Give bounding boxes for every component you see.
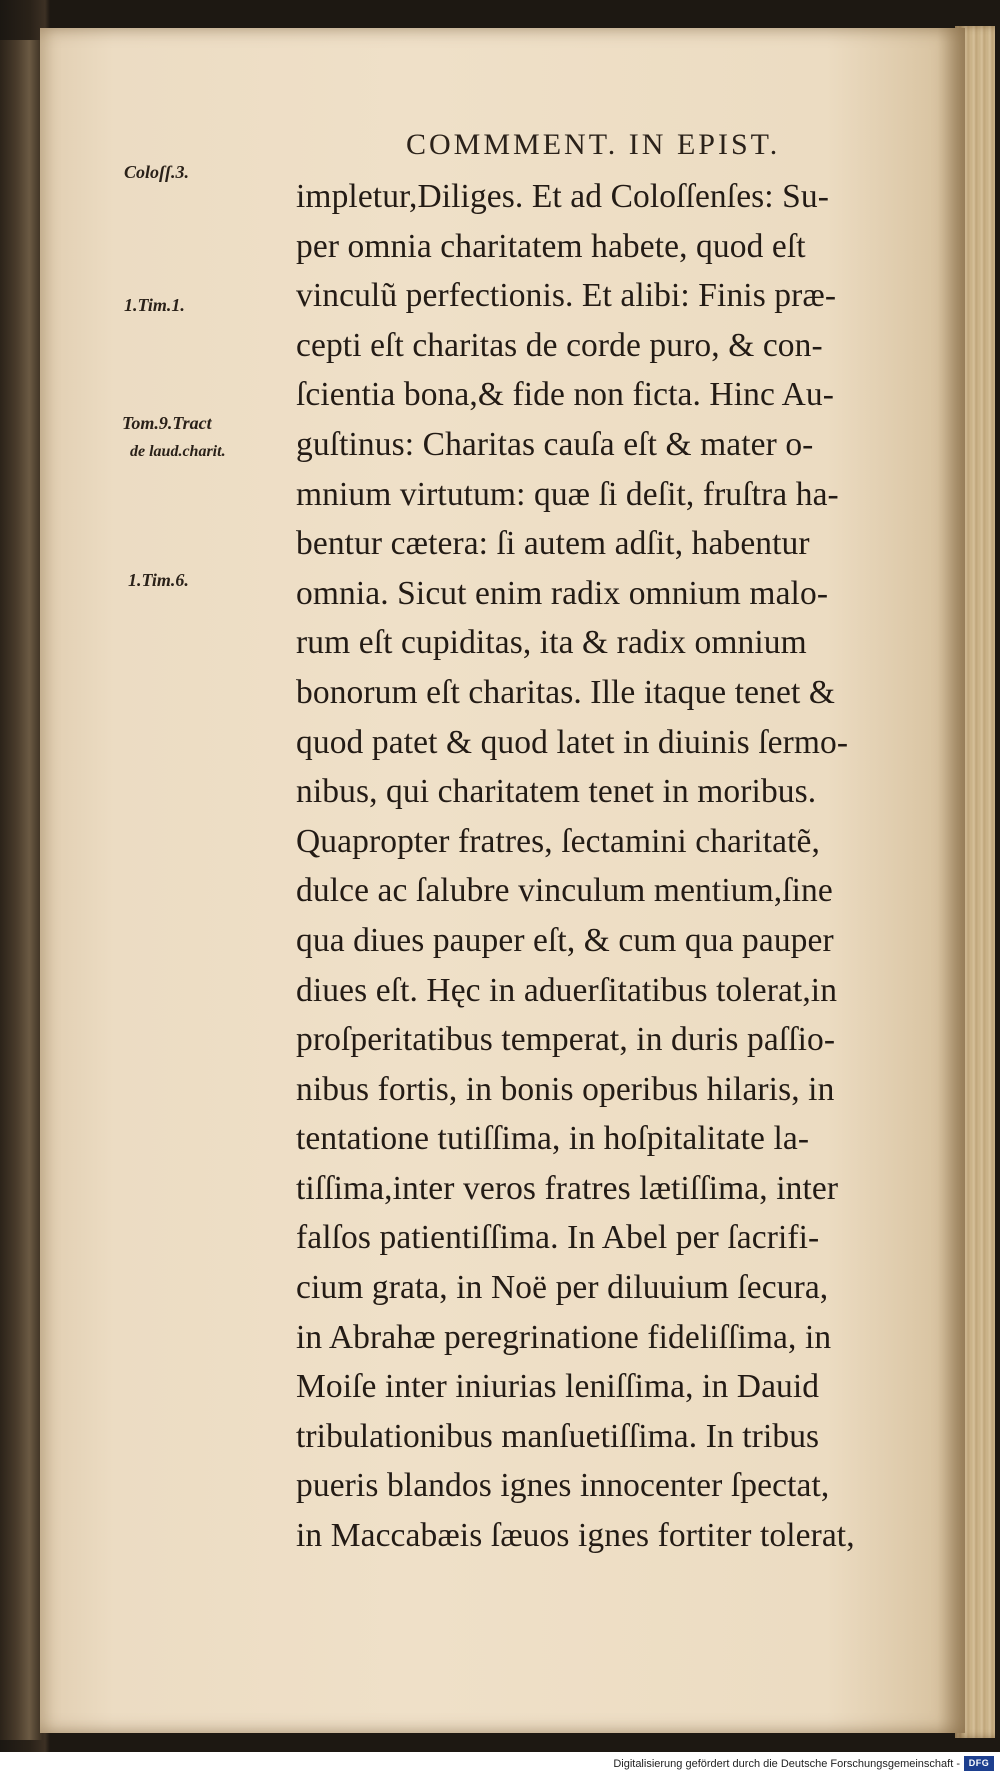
body-text <box>296 172 936 1561</box>
margin-note-tim-6: 1.Tim.6. <box>128 570 189 590</box>
text-line: cepti eſt charitas de corde puro, & con- <box>296 326 823 364</box>
text-line: Quapropter fratres, ſectamini charitatẽ, <box>296 822 820 860</box>
funding-credit: Digitalisierung gefördert durch die Deutsche Forschungsgemeinschaft - <box>613 1758 960 1770</box>
text-line: cium grata, in Noë per diluuium ſecura, <box>296 1269 829 1307</box>
text-line: qua diues pauper eſt, & cum qua pauper <box>296 921 834 959</box>
text-line: tribulationibus manſuetiſſima. In tribus <box>296 1417 820 1455</box>
text-line: rum eſt cupiditas, ita & radix omnium <box>296 624 807 662</box>
running-head: COMMMENT. IN EPIST. <box>406 128 781 161</box>
text-line: in Maccabæis ſæuos ignes fortiter tolerat, <box>296 1517 855 1555</box>
margin-note-tom-9: Tom.9.Tract <box>122 413 212 433</box>
book-binding-edge <box>0 40 42 1740</box>
text-line: tiſſima,inter veros fratres lætiſſima, inter <box>296 1169 839 1207</box>
text-line: nibus fortis, in bonis operibus hilaris, in <box>296 1070 835 1108</box>
text-line: impletur,Diliges. Et ad Coloſſenſes: Su- <box>296 178 830 215</box>
text-line: falſos patientiſſima. In Abel per ſacrifi- <box>296 1219 820 1257</box>
text-line: tentatione tutiſſima, in hoſpitalitate la- <box>296 1120 810 1158</box>
text-line: nibus, qui charitatem tenet in moribus. <box>296 773 817 811</box>
text-line: ſcientia bona,& fide non ficta. Hinc Au- <box>296 376 834 414</box>
margin-note-de-laud: de laud.charit. <box>130 443 226 460</box>
margin-note-coloss: Coloſſ.3. <box>124 162 189 182</box>
text-line: bentur cætera: ſi autem adſit, habentur <box>296 525 810 563</box>
text-line: dulce ac ſalubre vinculum mentium,ſine <box>296 872 833 910</box>
text-line: in Abrahæ peregrinatione fideliſſima, in <box>296 1318 832 1356</box>
margin-note-tim-1: 1.Tim.1. <box>124 295 185 315</box>
text-line: per omnia charitatem habete, quod eſt <box>296 227 806 265</box>
text-line: bonorum eſt charitas. Ille itaque tenet & <box>296 673 835 711</box>
text-line: guſtinus: Charitas cauſa eſt & mater o- <box>296 425 814 463</box>
text-line: diues eſt. Hęc in aduerſitatibus tolerat,in <box>296 971 838 1009</box>
text-line: pueris blandos ignes innocenter ſpectat, <box>296 1467 830 1505</box>
dfg-logo: DFG <box>964 1756 994 1771</box>
text-line: omnia. Sicut enim radix omnium malo- <box>296 574 829 612</box>
text-line: quod patet & quod latet in diuinis ſermo- <box>296 723 849 761</box>
text-line: mnium virtutum: quæ ſi deſit, fruſtra ha- <box>296 475 839 513</box>
text-line: proſperitatibus temperat, in duris paſſio- <box>296 1021 836 1059</box>
text-line: Moiſe inter iniurias leniſſima, in Dauid <box>296 1368 820 1406</box>
text-line: vinculũ perfectionis. Et alibi: Finis præ- <box>296 277 837 315</box>
